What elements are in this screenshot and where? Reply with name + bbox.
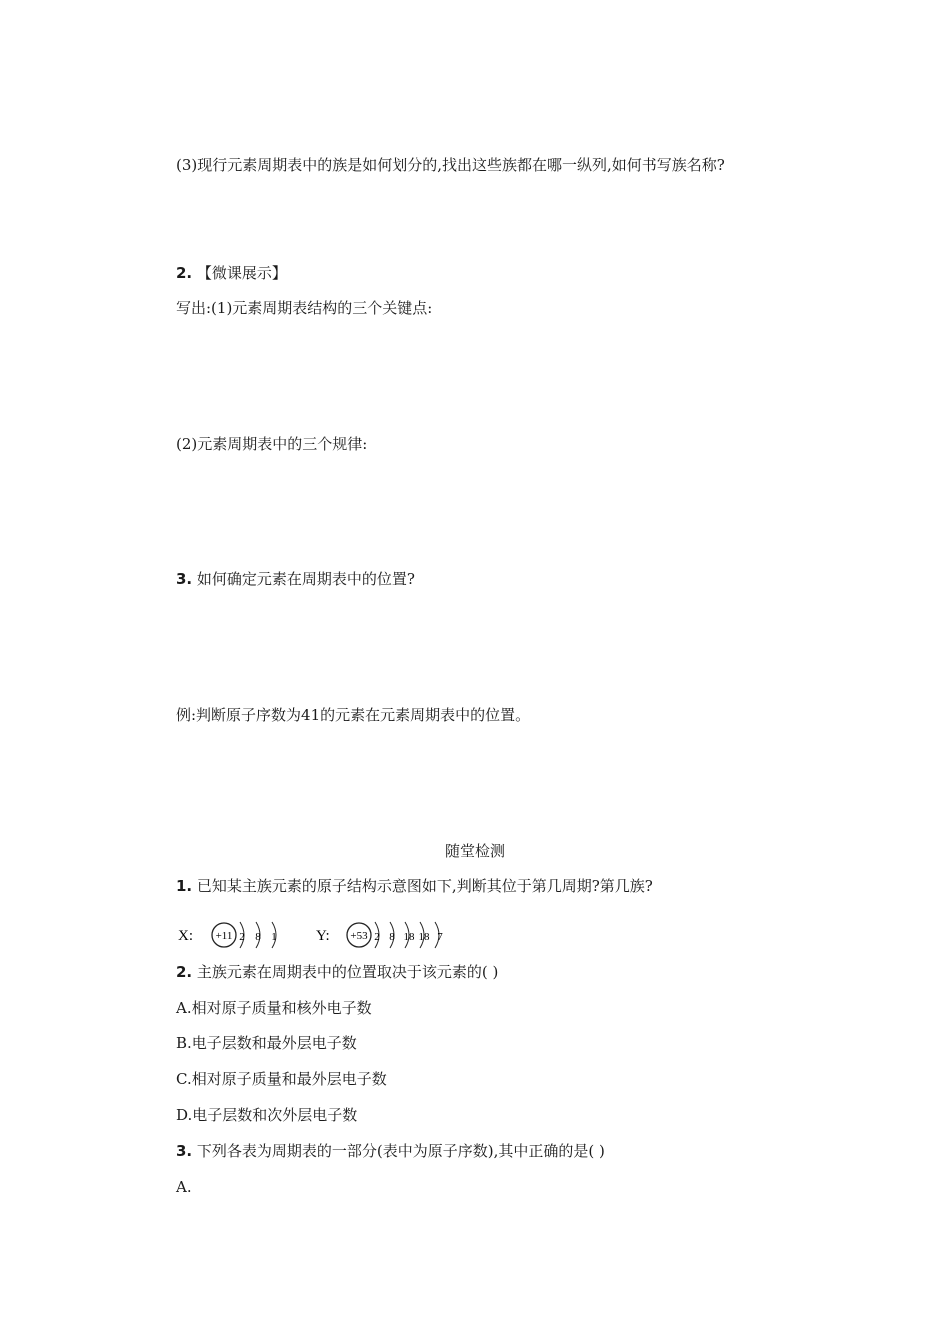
quiz-question-3-text: 下列各表为周期表的一部分(表中为原子序数),其中正确的是( ) <box>196 1142 605 1160</box>
section-3-title: 如何确定元素在周期表中的位置? <box>196 570 415 588</box>
atom-diagram-y <box>316 918 456 956</box>
quiz-question-2-option-d: D.电子层数和次外层电子数 <box>176 1106 358 1124</box>
quiz-question-1 <box>176 876 653 896</box>
atom-y-shell-2: 8 <box>389 931 395 943</box>
quiz-heading: 随堂检测 <box>444 842 505 860</box>
atom-x-shell-2: 8 <box>255 931 261 943</box>
section-3-number: 3. <box>176 570 193 588</box>
atom-y-shell-4: 18 <box>418 931 430 943</box>
quiz-question-1-number: 1. <box>176 877 193 895</box>
atom-y-shell-1: 2 <box>374 931 380 943</box>
atom-y-nucleus-charge: +53 <box>350 930 368 942</box>
quiz-question-2-option-b: B.电子层数和最外层电子数 <box>176 1034 357 1052</box>
atom-x-shell-1: 2 <box>239 931 245 943</box>
quiz-question-1-text: 已知某主族元素的原子结构示意图如下,判断其位于第几周期?第几族? <box>196 877 653 895</box>
atom-y-shell-3: 18 <box>403 931 415 943</box>
atom-x-svg <box>178 918 288 952</box>
section-3-heading <box>176 569 415 589</box>
quiz-question-2-number: 2. <box>176 963 193 981</box>
quiz-question-3-option-a: A. <box>176 1178 192 1196</box>
atom-y-svg <box>316 918 456 952</box>
quiz-question-2 <box>176 962 498 982</box>
quiz-question-3 <box>176 1141 605 1161</box>
quiz-question-2-text: 主族元素在周期表中的位置取决于该元素的( ) <box>196 963 499 981</box>
quiz-question-2-option-c: C.相对原子质量和最外层电子数 <box>176 1070 387 1088</box>
atom-x-label: X: <box>178 928 193 944</box>
write-intro-text: 写出:(1)元素周期表结构的三个关键点: <box>176 299 433 317</box>
section-2-heading <box>176 263 287 283</box>
quiz-question-2-option-a: A.相对原子质量和核外电子数 <box>176 999 372 1017</box>
quiz-question-3-number: 3. <box>176 1142 193 1160</box>
atom-diagram-x <box>178 918 288 956</box>
rules-prompt: (2)元素周期表中的三个规律: <box>176 435 368 453</box>
atom-x-shell-3: 1 <box>271 931 277 943</box>
atom-y-shell-5: 7 <box>437 931 443 943</box>
atom-y-label: Y: <box>316 928 330 944</box>
section-2-number: 2. <box>176 264 193 282</box>
section-2-title: 【微课展示】 <box>196 264 287 282</box>
example-text: 例:判断原子序数为41的元素在元素周期表中的位置。 <box>176 706 531 724</box>
question-3-families: (3)现行元素周期表中的族是如何划分的,找出这些族都在哪一纵列,如何书写族名称? <box>176 156 725 174</box>
atom-x-nucleus-charge: +11 <box>215 930 233 942</box>
